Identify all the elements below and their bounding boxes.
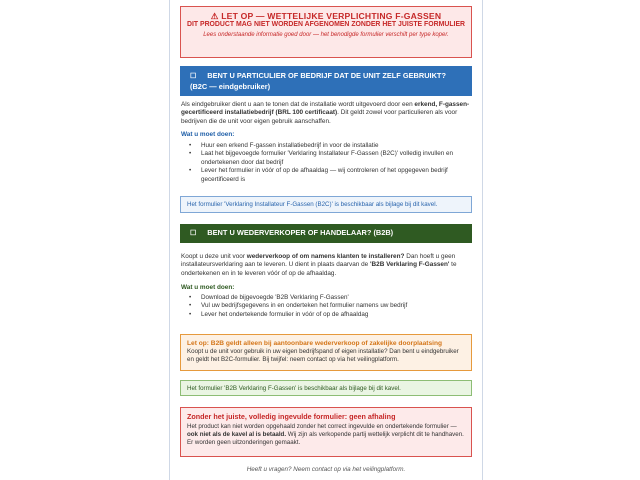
b2c-heading-band <box>180 66 472 96</box>
no-pickup-warning-box <box>180 407 472 457</box>
b2c-steps-list <box>181 142 475 184</box>
b2b-caution-title: Let op: B2B geldt alleen bij aantoonbare wederverkoop of zakelijke doorplaatsing <box>187 340 443 347</box>
checkbox-icon: ☐ <box>190 230 197 237</box>
b2b-intro-emphasis: 'B2B Verklaring F-Gassen' <box>370 261 450 269</box>
warning-subtitle: DIT PRODUCT MAG NIET WORDEN AFGENOMEN ZONDER HET JUISTE FORMULIER <box>186 21 466 28</box>
b2c-intro <box>181 101 475 126</box>
list-item: • Lever het ondertekende formulier in vóór of op de afhaaldag <box>181 311 475 319</box>
no-pickup-emphasis: ook niet als de kavel al is betaald. <box>187 431 287 438</box>
no-pickup-text-part: Het product kan niet worden opgehaald zonder het correct ingevulde en ondertekende formulier — <box>187 423 457 430</box>
list-item: • Laat het bijgevoegde formulier 'Verklaring Installateur F-Gassen (B2C)' volledig invullen en ondertekenen door dat bedrijf <box>181 150 475 167</box>
b2c-heading: BENT U PARTICULIER OF BEDRIJF DAT DE UNIT ZELF GEBRUIKT? (B2C — eindgebruiker) <box>190 71 446 91</box>
b2b-intro-emphasis: wederverkoop of om namens klanten te installeren? <box>246 253 405 260</box>
list-item: • Vul uw bedrijfsgegevens in en onderteken het formulier namens uw bedrijf <box>181 302 475 310</box>
list-item: • Huur een erkend F-gassen installatiebedrijf in voor de installatie <box>181 142 475 150</box>
b2c-intro-emphasis: erkend, F-gassen-gecertificeerd installatiebedrijf (BRL 100 certificaat) <box>181 101 470 117</box>
no-pickup-title: Zonder het juiste, volledig ingevulde formulier: geen afhaling <box>187 412 396 421</box>
b2b-intro-text: Koopt u deze unit voor <box>181 253 247 260</box>
b2b-todo-title: Wat u moet doen: <box>181 284 235 291</box>
b2b-heading: BENT U WEDERVERKOPER OF HANDELAAR? (B2B) <box>207 228 394 237</box>
warning-note: Lees onderstaande informatie goed door — het benodigde formulier verschilt per type koper. <box>203 31 449 38</box>
b2c-todo-title: Wat u moet doen: <box>181 131 235 138</box>
no-pickup-text <box>187 423 465 447</box>
b2b-heading-band <box>180 224 472 243</box>
checkbox-icon: ☐ <box>190 73 197 80</box>
document-page <box>169 0 483 480</box>
b2c-intro-text: Als eindgebruiker dient u aan te tonen dat de installatie wordt uitgevoerd door een <box>181 101 415 108</box>
b2b-steps-list <box>181 294 475 319</box>
warning-title: ⚠ LET OP — WETTELIJKE VERPLICHTING F-GASSEN <box>210 11 442 21</box>
b2b-intro-text: Dan hoeft u geen installateursverklaring aan te leveren. U dient in plaats daarvan de <box>181 253 456 269</box>
b2b-caution-box <box>180 334 472 371</box>
b2b-caution-text: Koopt u de unit voor gebruik in uw eigen bedrijfspand of eigen installatie? Dan bent u eindgebruiker en geldt het B2C-formulier. Bij twijfel: neem contact op via het veilingplatform. <box>187 348 459 363</box>
b2c-info-box: Het formulier 'Verklaring Installateur F-Gassen (B2C)' is beschikbaar als bijlage bij dit kavel. <box>180 196 472 213</box>
no-pickup-text-part: Wij zijn als verkopende partij wettelijk verplicht dit te handhaven. Er worden geen uitzonderingen gemaakt. <box>187 431 464 446</box>
b2b-info-box: Het formulier 'B2B Verklaring F-Gassen' is beschikbaar als bijlage bij dit kavel. <box>180 380 472 396</box>
b2c-intro-text: . Dit geldt zowel voor particulieren als voor bedrijven die de unit voor eigen gebruik aanschaffen. <box>181 109 458 125</box>
list-item: • Lever het formulier in vóór of op de afhaaldag — wij controleren of het opgegeven bedrijf gecertificeerd is <box>181 167 475 184</box>
b2b-intro <box>181 253 475 278</box>
b2b-intro-text: te ondertekenen en in te leveren vóór of op de afhaaldag. <box>181 261 457 277</box>
footer-contact-note: Heeft u vragen? Neem contact op via het veilingplatform. <box>246 466 406 473</box>
legal-warning-box <box>180 6 472 58</box>
list-item: • Download de bijgevoegde 'B2B Verklaring F-Gassen' <box>181 294 475 302</box>
